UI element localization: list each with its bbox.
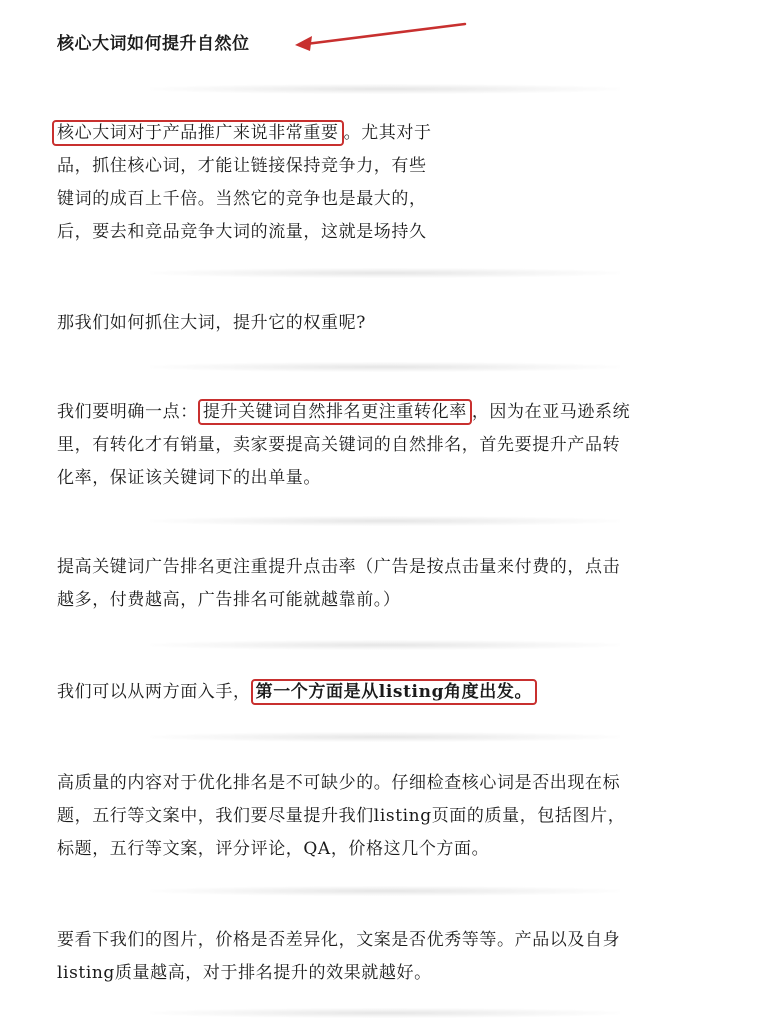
section-divider — [150, 640, 620, 650]
section-divider — [150, 268, 620, 278]
paragraph-line: 标题，五行等文案，评分评论，QA，价格这几个方面。 — [57, 839, 490, 859]
paragraph-line: 里，有转化才有销量，卖家要提高关键词的自然排名，首先要提升产品转 — [57, 435, 621, 455]
paragraph-line — [57, 117, 432, 150]
paragraph-line: 键词的成百上千倍。当然它的竞争也是最大的， — [57, 189, 427, 209]
paragraph-line — [57, 676, 537, 709]
section-divider — [150, 516, 620, 526]
paragraph-line: 高质量的内容对于优化排名是不可缺少的。仔细检查核心词是否出现在标 — [57, 773, 621, 793]
paragraph-line: 题，五行等文案中，我们要尽量提升我们listing页面的质量，包括图片， — [57, 806, 626, 826]
paragraph-question — [57, 307, 366, 340]
highlight-box: 提升关键词自然排名更注重转化率 — [198, 399, 472, 425]
paragraph-importance — [57, 117, 432, 249]
paragraph-line: 那我们如何抓住大词，提升它的权重呢? — [57, 313, 366, 333]
section-divider — [150, 84, 620, 94]
paragraph-ad-ranking — [57, 551, 620, 617]
paragraph-line: 品，抓住核心词，才能让链接保持竞争力，有些 — [57, 156, 427, 176]
paragraph-line: 要看下我们的图片，价格是否差异化，文案是否优秀等等。产品以及自身 — [57, 930, 621, 950]
highlight-box: 第一个方面是从listing角度出发。 — [251, 679, 537, 705]
paragraph-images-price — [57, 924, 620, 990]
paragraph-two-aspects — [57, 676, 537, 709]
red-arrow-icon — [290, 18, 470, 58]
highlight-box: 核心大词对于产品推广来说非常重要 — [52, 120, 344, 146]
paragraph-quality-content — [57, 767, 625, 866]
text-segment: 。尤其对于 — [343, 123, 432, 143]
paragraph-line — [57, 396, 630, 429]
paragraph-line: 后，要去和竞品竞争大词的流量，这就是场持久 — [57, 222, 427, 242]
paragraph-line: 化率，保证该关键词下的出单量。 — [57, 468, 321, 488]
section-divider — [150, 1008, 620, 1018]
paragraph-line: listing质量越高，对于排名提升的效果就越好。 — [57, 963, 432, 983]
paragraph-line: 越多，付费越高，广告排名可能就越靠前。） — [57, 590, 401, 610]
paragraph-line: 提高关键词广告排名更注重提升点击率（广告是按点击量来付费的，点击 — [57, 557, 621, 577]
section-divider — [150, 732, 620, 742]
text-segment: ，因为在亚马逊系统 — [471, 402, 631, 422]
paragraph-conversion — [57, 396, 630, 495]
text-segment: 我们可以从两方面入手， — [57, 682, 251, 702]
article-title: 核心大词如何提升自然位 — [57, 34, 250, 54]
text-segment: 我们要明确一点： — [57, 402, 198, 422]
section-divider — [150, 886, 620, 896]
section-divider — [150, 362, 620, 372]
